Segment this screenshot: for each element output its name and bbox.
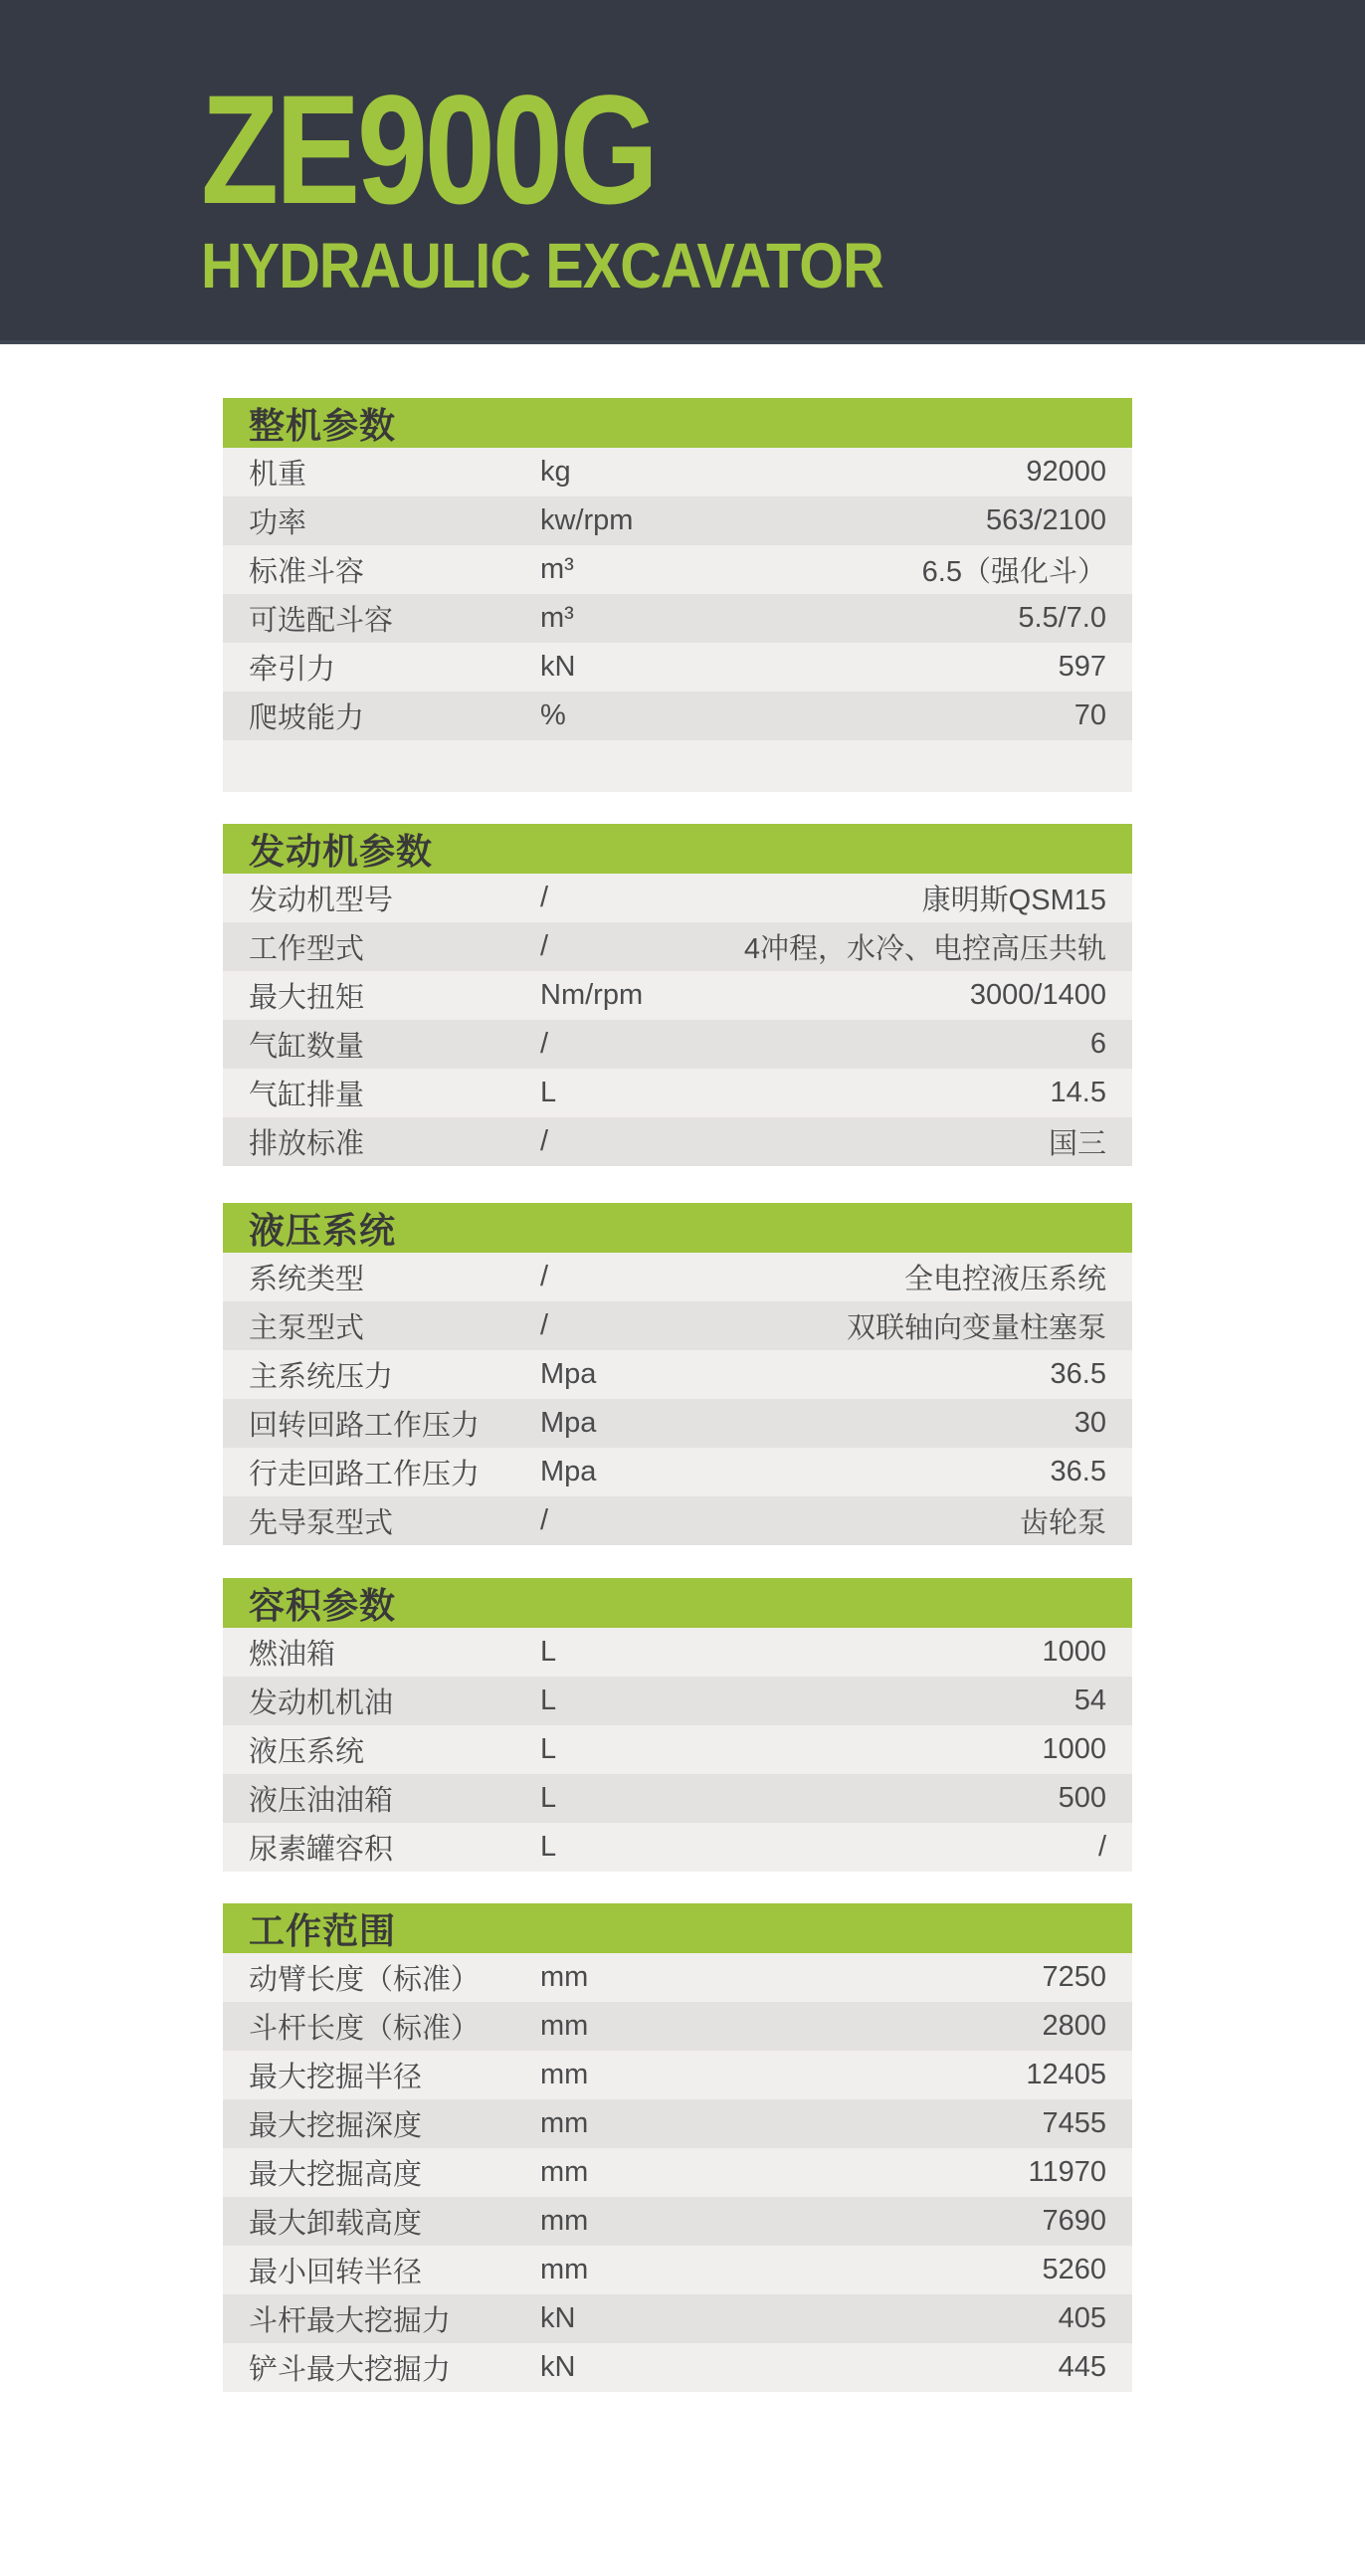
row-unit: mm xyxy=(540,2156,589,2188)
table-row xyxy=(223,1496,1132,1545)
table-title: 工作范围 xyxy=(249,1909,397,1951)
row-value: 1000 xyxy=(1042,1636,1106,1668)
row-label: 标准斗容 xyxy=(249,556,365,588)
table-row xyxy=(223,1020,1132,1069)
row-label: 回转回路工作压力 xyxy=(249,1410,481,1442)
table-row xyxy=(223,643,1132,692)
row-value: 563/2100 xyxy=(986,504,1106,536)
model-name: ZE900G xyxy=(201,64,656,237)
row-value: 30 xyxy=(1073,1407,1106,1439)
table-row xyxy=(223,1953,1132,2002)
row-unit: mm xyxy=(540,2205,589,2237)
table-row xyxy=(223,2294,1132,2343)
spec-table xyxy=(223,824,1132,1166)
row-value: 54 xyxy=(1073,1684,1106,1716)
spec-table xyxy=(223,1578,1132,1872)
row-label: 气缸数量 xyxy=(249,1031,365,1063)
row-unit: / xyxy=(540,1261,549,1292)
table-row xyxy=(223,1069,1132,1117)
row-unit: Mpa xyxy=(540,1456,597,1487)
spec-table xyxy=(223,1203,1132,1545)
row-label: 可选配斗容 xyxy=(249,605,394,637)
spec-tables xyxy=(223,398,1132,2392)
row-unit: L xyxy=(540,1831,557,1863)
row-label: 最大挖掘半径 xyxy=(249,2062,423,2093)
table-row xyxy=(223,594,1132,643)
row-value: 7690 xyxy=(1042,2205,1106,2237)
row-label: 主泵型式 xyxy=(249,1312,365,1344)
table-title-bar xyxy=(223,1903,1132,1953)
row-label: 液压油油箱 xyxy=(249,1785,394,1817)
row-unit: L xyxy=(540,1782,557,1814)
table-row xyxy=(223,1774,1132,1823)
table-row xyxy=(223,1725,1132,1774)
table-row xyxy=(223,922,1132,971)
row-value: 3000/1400 xyxy=(969,979,1106,1011)
table-row xyxy=(223,1301,1132,1350)
row-label: 行走回路工作压力 xyxy=(249,1459,481,1490)
table-row xyxy=(223,1628,1132,1677)
row-value: 92000 xyxy=(1026,456,1106,488)
row-value: 6 xyxy=(1089,1028,1106,1060)
table-row xyxy=(223,2197,1132,2246)
spec-table xyxy=(223,398,1132,792)
row-value: 1000 xyxy=(1042,1733,1106,1765)
row-label: 气缸排量 xyxy=(249,1080,365,1111)
table-row xyxy=(223,1117,1132,1166)
row-label: 发动机型号 xyxy=(249,885,394,916)
row-value: 全电控液压系统 xyxy=(903,1264,1106,1295)
table-row xyxy=(223,2148,1132,2197)
row-label: 铲斗最大挖掘力 xyxy=(249,2354,452,2386)
row-unit: / xyxy=(540,1028,549,1060)
brand-logo xyxy=(201,64,959,301)
row-unit: kN xyxy=(540,651,576,683)
row-value: 36.5 xyxy=(1050,1358,1106,1390)
row-label: 最大扭矩 xyxy=(249,982,365,1014)
table-row xyxy=(223,1253,1132,1301)
table-row xyxy=(223,1677,1132,1725)
table-title-bar xyxy=(223,398,1132,448)
row-value: 12405 xyxy=(1026,2059,1106,2090)
table-row xyxy=(223,1448,1132,1496)
row-label: 发动机机油 xyxy=(249,1687,394,1719)
row-value: 5.5/7.0 xyxy=(1018,602,1106,634)
row-label: 最小回转半径 xyxy=(249,2257,423,2288)
row-unit: L xyxy=(540,1684,557,1716)
row-unit: L xyxy=(540,1077,557,1108)
row-label: 功率 xyxy=(249,507,307,539)
row-value: / xyxy=(1097,1831,1106,1863)
row-unit: / xyxy=(540,882,549,913)
table-row xyxy=(223,2002,1132,2051)
row-label: 先导泵型式 xyxy=(249,1507,394,1539)
row-value: 齿轮泵 xyxy=(1019,1507,1106,1539)
row-label: 最大卸载高度 xyxy=(249,2208,423,2240)
row-unit: m³ xyxy=(540,553,574,585)
row-label: 液压系统 xyxy=(249,1736,365,1768)
table-title: 液压系统 xyxy=(249,1209,397,1251)
row-label: 排放标准 xyxy=(249,1128,365,1160)
row-unit: Mpa xyxy=(540,1407,597,1439)
row-label: 斗杆最大挖掘力 xyxy=(249,2305,452,2337)
row-value: 597 xyxy=(1058,651,1106,683)
row-unit: mm xyxy=(540,2059,589,2090)
row-unit: / xyxy=(540,1309,549,1341)
row-unit: m³ xyxy=(540,602,574,634)
row-value: 4冲程，水冷、电控高压共轨 xyxy=(743,933,1106,965)
row-unit: mm xyxy=(540,2107,589,2139)
row-unit: / xyxy=(540,930,549,962)
table-row xyxy=(223,2246,1132,2294)
row-value: 500 xyxy=(1058,1782,1106,1814)
row-value: 7455 xyxy=(1042,2107,1106,2139)
table-title: 容积参数 xyxy=(249,1584,397,1626)
row-value: 康明斯QSM15 xyxy=(921,885,1106,916)
table-row xyxy=(223,1350,1132,1399)
row-label: 动臂长度（标准） xyxy=(249,1964,481,1996)
table-row xyxy=(223,874,1132,922)
table-row xyxy=(223,2343,1132,2392)
table-row xyxy=(223,2099,1132,2148)
row-unit: mm xyxy=(540,2254,589,2285)
table-row xyxy=(223,545,1132,594)
table-title: 整机参数 xyxy=(249,404,397,446)
table-title-bar xyxy=(223,1203,1132,1253)
row-unit: mm xyxy=(540,2010,589,2042)
row-label: 牵引力 xyxy=(249,654,336,686)
row-value: 国三 xyxy=(1048,1128,1106,1160)
row-value: 2800 xyxy=(1042,2010,1106,2042)
row-unit: / xyxy=(540,1125,549,1157)
table-title: 发动机参数 xyxy=(249,830,434,872)
row-label: 最大挖掘深度 xyxy=(249,2110,423,2142)
row-label: 最大挖掘高度 xyxy=(249,2159,423,2191)
row-value: 11970 xyxy=(1028,2156,1106,2188)
table-row xyxy=(223,692,1132,740)
row-unit: L xyxy=(540,1733,557,1765)
row-label: 工作型式 xyxy=(249,933,365,965)
table-row xyxy=(223,2051,1132,2099)
table-title-bar xyxy=(223,1578,1132,1628)
row-label: 斗杆长度（标准） xyxy=(249,2013,481,2045)
row-unit: kw/rpm xyxy=(540,504,634,536)
row-label: 主系统压力 xyxy=(249,1361,394,1393)
row-value: 36.5 xyxy=(1050,1456,1106,1487)
table-row xyxy=(223,1399,1132,1448)
row-value: 6.5（强化斗） xyxy=(921,556,1106,588)
empty-row xyxy=(223,740,1132,792)
row-unit: kN xyxy=(540,2302,576,2334)
row-unit: Nm/rpm xyxy=(540,979,644,1011)
table-title-bar xyxy=(223,824,1132,874)
row-value: 5260 xyxy=(1042,2254,1106,2285)
spec-table xyxy=(223,1903,1132,2392)
row-unit: / xyxy=(540,1504,549,1536)
row-label: 系统类型 xyxy=(249,1264,365,1295)
row-unit: % xyxy=(540,699,566,731)
row-value: 70 xyxy=(1073,699,1106,731)
machine-type-subtitle: HYDRAULIC EXCAVATOR xyxy=(201,230,883,301)
row-unit: L xyxy=(540,1636,557,1668)
row-label: 燃油箱 xyxy=(249,1639,336,1671)
row-label: 尿素罐容积 xyxy=(249,1834,394,1866)
row-label: 机重 xyxy=(249,459,307,491)
row-label: 爬坡能力 xyxy=(249,702,365,734)
row-unit: kN xyxy=(540,2351,576,2383)
row-value: 405 xyxy=(1058,2302,1106,2334)
row-unit: Mpa xyxy=(540,1358,597,1390)
table-row xyxy=(223,496,1132,545)
row-value: 7250 xyxy=(1042,1961,1106,1993)
table-row xyxy=(223,971,1132,1020)
row-unit: mm xyxy=(540,1961,589,1993)
header-banner xyxy=(0,0,1365,344)
row-unit: kg xyxy=(540,456,571,488)
table-row xyxy=(223,448,1132,496)
table-row xyxy=(223,1823,1132,1872)
row-value: 双联轴向变量柱塞泵 xyxy=(846,1312,1106,1344)
row-value: 445 xyxy=(1058,2351,1106,2383)
row-value: 14.5 xyxy=(1050,1077,1106,1108)
